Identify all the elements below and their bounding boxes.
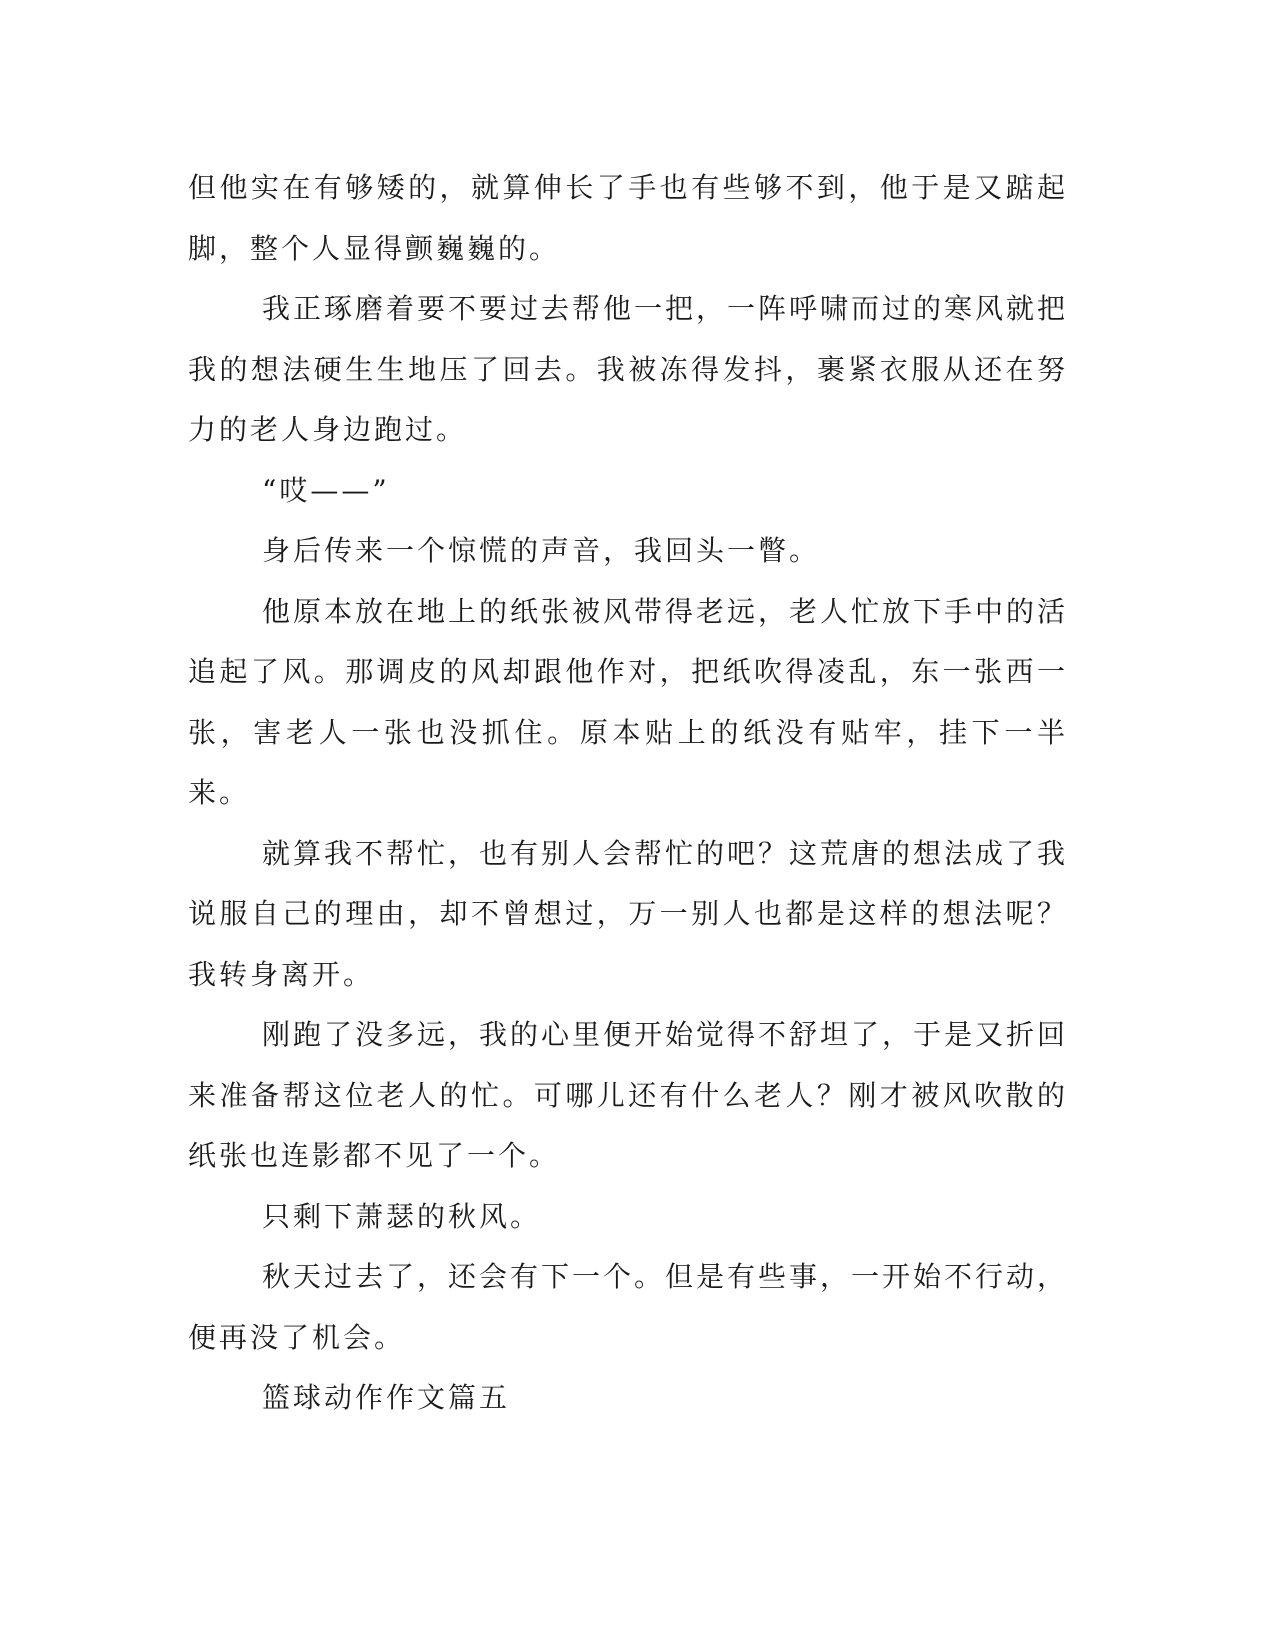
paragraph: 秋天过去了，还会有下一个。但是有些事，一开始不行动，便再没了机会。 bbox=[188, 1260, 1069, 1354]
paragraph: 刚跑了没多远，我的心里便开始觉得不舒坦了，于是又折回来准备帮这位老人的忙。可哪儿还有什么老人？刚才被风吹散的纸张也连影都不见了一个。 bbox=[188, 1018, 1069, 1172]
paragraph: 只剩下萧瑟的秋风。 bbox=[262, 1199, 542, 1233]
paragraph: “哎——” bbox=[262, 473, 390, 507]
paragraph: 但他实在有够矮的，就算伸长了手也有些够不到，他于是又踮起脚，整个人显得颤巍巍的。 bbox=[188, 171, 1068, 265]
document-body bbox=[188, 158, 1068, 1429]
paragraph: 身后传来一个惊慌的声音，我回头一瞥。 bbox=[262, 534, 821, 567]
paragraph: 就算我不帮忙，也有别人会帮忙的吧？这荒唐的想法成了我说服自己的理由，却不曾想过，万一别人也都是这样的想法呢？我转身离开。 bbox=[188, 836, 1069, 991]
section-heading: 篮球动作作文篇五 bbox=[262, 1381, 511, 1414]
paragraph: 我正琢磨着要不要过去帮他一把，一阵呼啸而过的寒风就把我的想法硬生生地压了回去。我被冻得发抖，裹紧衣服从还在努力的老人身边跑过。 bbox=[188, 292, 1069, 446]
paragraph: 他原本放在地上的纸张被风带得老远，老人忙放下手中的活追起了风。那调皮的风却跟他作对，把纸吹得凌乱，东一张西一张，害老人一张也没抓住。原本贴上的纸没有贴牢，挂下一半来。 bbox=[188, 594, 1069, 809]
